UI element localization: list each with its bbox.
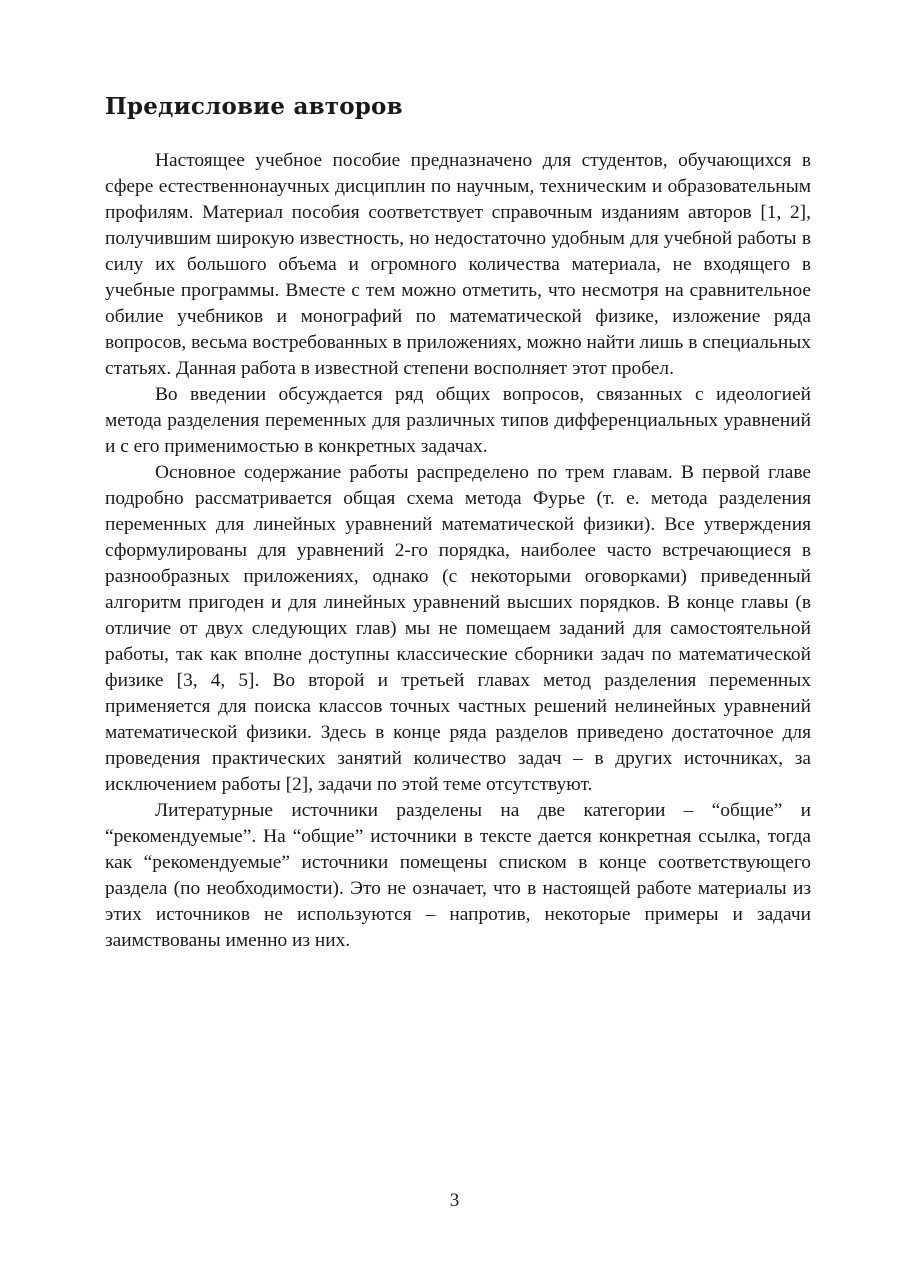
paragraph-1: Настоящее учебное пособие предназначено для студентов, обучающихся в сфере естественнонаучных дисциплин по научным, техническим и образовательным профилям. Материал пособия соответствует справочным изданиям авторов [1, 2], получившим широкую известность, но недостаточно удобным для учебной работы в силу их большого объема и огромного количества материала, не входящего в учебные программы. Вместе с тем можно отметить, что несмотря на сравнительное обилие учебников и монографий по математической физике, изложение ряда вопросов, весьма востребованных в приложениях, можно найти лишь в специальных статьях. Данная работа в известной степени восполняет этот пробел. bbox=[105, 150, 811, 379]
paragraph-2: Во введении обсуждается ряд общих вопросов, связанных с идеологией метода разделения переменных для различных типов дифференциальных уравнений и с его применимостью в конкретных задачах. bbox=[105, 384, 811, 457]
page-number: 3 bbox=[449, 1190, 460, 1211]
paragraph-4: Литературные источники разделены на две категории – “общие” и “рекомендуемые”. На “общие” источники в тексте дается конкретная ссылка, тогда как “рекомендуемые” источники помещены списком в конце соответствующего раздела (по необходимости). Это не означает, что в настоящей работе материалы из этих источников не используются – напротив, некоторые примеры и задачи заимствованы именно из них. bbox=[105, 800, 811, 951]
paragraph-3: Основное содержание работы распределено по трем главам. В первой главе подробно рассматривается общая схема метода Фурье (т. е. метода разделения переменных для линейных уравнений математической физики). Все утверждения сформулированы для уравнений 2-го порядка, наиболее часто встречающиеся в разнообразных приложениях, однако (с некоторыми оговорками) приведенный алгоритм пригоден и для линейных уравнений высших порядков. В конце главы (в отличие от двух следующих глав) мы не помещаем заданий для самостоятельной работы, так как вполне доступны классические сборники задач по математической физике [3, 4, 5]. Во второй и третьей главах метод разделения переменных применяется для поиска классов точных частных решений нелинейных уравнений математической физики. Здесь в конце ряда разделов приведено достаточное для проведения практических занятий количество задач – в других источниках, за исключением работы [2], задачи по этой теме отсутствуют. bbox=[105, 462, 811, 795]
body-text bbox=[105, 148, 811, 954]
section-heading: Предисловие авторов bbox=[105, 93, 403, 120]
